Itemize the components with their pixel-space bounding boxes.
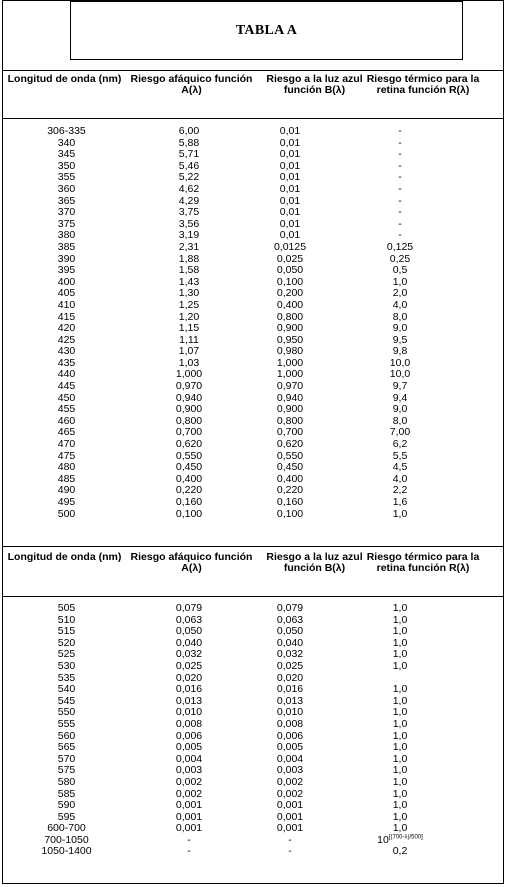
cell-wavelength: 340 [57, 136, 76, 149]
cell-aphakic: 3,75 [178, 206, 200, 219]
cell-wavelength: 400 [57, 275, 76, 288]
cell-thermal: 9,0 [392, 322, 408, 335]
cell-blue: 0,003 [276, 764, 304, 777]
cell-thermal: 1,0 [392, 625, 408, 638]
cell-wavelength: 475 [57, 449, 76, 462]
cell-aphakic: 1,88 [178, 252, 200, 265]
cell-blue: 0,200 [276, 287, 304, 300]
cell-thermal: 1,0 [392, 787, 408, 800]
table-row [2, 265, 504, 277]
cell-blue: 0,025 [276, 252, 304, 265]
cell-blue: 0,001 [276, 822, 304, 835]
cell-aphakic: 0,016 [175, 683, 203, 696]
cell-wavelength: 390 [57, 252, 76, 265]
cell-aphakic: 0,003 [175, 764, 203, 777]
cell-blue: 0,220 [276, 484, 304, 497]
cell-wavelength: 455 [57, 403, 76, 416]
cell-wavelength: 515 [57, 625, 76, 638]
table-row [2, 497, 504, 509]
cell-thermal: 4,0 [392, 472, 408, 485]
table-row [2, 404, 504, 416]
divider [2, 596, 504, 597]
table-row [2, 126, 504, 138]
table-row [2, 312, 504, 324]
cell-thermal: 6,2 [392, 438, 408, 451]
cell-thermal: 2,2 [392, 484, 408, 497]
cell-blue: 0,001 [276, 810, 304, 823]
cell-aphakic: 4,29 [178, 194, 200, 207]
table-row [2, 615, 504, 627]
cell-thermal: 8,0 [392, 310, 408, 323]
cell-blue: 0,01 [279, 217, 301, 230]
table-title-text: TABLA A [235, 22, 298, 38]
cell-wavelength: 510 [57, 613, 76, 626]
cell-wavelength: 550 [57, 706, 76, 719]
cell-thermal: 7,00 [389, 426, 411, 439]
cell-aphakic: 0,160 [175, 496, 203, 508]
cell-wavelength: 360 [57, 182, 76, 195]
cell-wavelength: 350 [57, 159, 76, 172]
cell-aphakic: 1,07 [178, 345, 200, 358]
table-row [2, 138, 504, 150]
cell-thermal: 0,2 [392, 845, 408, 858]
cell-wavelength: 355 [57, 171, 76, 184]
header-wavelength: Longitud de onda (nm) [7, 551, 122, 563]
cell-aphakic: 6,00 [178, 125, 200, 137]
cell-thermal: 9,8 [392, 345, 408, 358]
cell-aphakic: 1,20 [178, 310, 200, 323]
table-row [2, 416, 504, 428]
cell-aphakic: 1,03 [178, 356, 200, 369]
cell-blue: 0,050 [276, 625, 304, 638]
table-row [2, 242, 504, 254]
cell-wavelength: 395 [57, 264, 76, 277]
cell-aphakic: 0,001 [175, 822, 203, 835]
table-row [2, 846, 504, 858]
table-row [2, 358, 504, 370]
divider [2, 546, 504, 547]
table-row [2, 196, 504, 208]
cell-blue: 0,01 [279, 148, 301, 161]
cell-wavelength: 700-1050 [44, 833, 89, 846]
cell-blue: 0,01 [279, 229, 301, 242]
cell-aphakic: 1,15 [178, 322, 200, 335]
cell-blue: - [288, 845, 292, 858]
cell-aphakic: 1,30 [178, 287, 200, 300]
table-row [2, 230, 504, 242]
cell-wavelength: 540 [57, 683, 76, 696]
cell-wavelength: 440 [57, 368, 76, 381]
cell-blue: 0,01 [279, 171, 301, 184]
cell-aphakic: 0,800 [175, 414, 203, 427]
cell-blue: 0,620 [276, 438, 304, 451]
cell-wavelength: 565 [57, 741, 76, 754]
table-row [2, 277, 504, 289]
cell-thermal: - [398, 159, 402, 172]
cell-aphakic: 5,46 [178, 159, 200, 172]
exponent-base: 10 [377, 833, 389, 846]
cell-aphakic: - [187, 845, 191, 858]
cell-thermal: 9,4 [392, 391, 408, 404]
cell-aphakic: 0,006 [175, 729, 203, 742]
cell-thermal: - [398, 136, 402, 149]
table-row [2, 254, 504, 266]
cell-blue: 0,016 [276, 683, 304, 696]
cell-blue: 0,01 [279, 159, 301, 172]
header-aphakic: Riesgo afáquico función A(λ) [130, 551, 253, 574]
cell-blue: 0,006 [276, 729, 304, 742]
cell-blue: 0,900 [276, 322, 304, 335]
cell-blue: 0,040 [276, 636, 304, 649]
cell-aphakic: 1,000 [175, 368, 203, 381]
table-row [2, 777, 504, 789]
cell-aphakic: 0,100 [175, 507, 203, 520]
cell-blue: 0,900 [276, 403, 304, 416]
cell-blue: 0,002 [276, 787, 304, 800]
cell-blue: 0,0125 [273, 240, 307, 253]
cell-blue: 0,01 [279, 194, 301, 207]
cell-wavelength: 420 [57, 322, 76, 335]
cell-aphakic: 0,005 [175, 741, 203, 754]
table-row [2, 485, 504, 497]
cell-aphakic: 0,970 [175, 380, 203, 393]
cell-aphakic: 1,25 [178, 298, 200, 311]
cell-wavelength: 560 [57, 729, 76, 742]
cell-wavelength: 470 [57, 438, 76, 451]
table-row [2, 649, 504, 661]
cell-wavelength: 580 [57, 775, 76, 788]
cell-thermal: - [398, 148, 402, 161]
cell-wavelength: 495 [57, 496, 76, 508]
table-row [2, 161, 504, 173]
header-blue: Riesgo a la luz azul función B(λ) [266, 551, 363, 574]
cell-thermal: 1,0 [392, 741, 408, 754]
table-row [2, 696, 504, 708]
cell-blue: 0,01 [279, 136, 301, 149]
cell-wavelength: 380 [57, 229, 76, 242]
cell-blue: 0,020 [276, 671, 304, 684]
table-row [2, 765, 504, 777]
cell-aphakic: 0,079 [175, 602, 203, 614]
cell-aphakic: 0,050 [175, 625, 203, 638]
cell-wavelength: 450 [57, 391, 76, 404]
table-title [70, 1, 463, 60]
cell-wavelength: 500 [57, 507, 76, 520]
cell-aphakic: 0,004 [175, 752, 203, 765]
cell-aphakic: 0,001 [175, 799, 203, 812]
cell-wavelength: 405 [57, 287, 76, 300]
header-blue: Riesgo a la luz azul función B(λ) [266, 73, 363, 96]
cell-wavelength: 415 [57, 310, 76, 323]
table-row [2, 300, 504, 312]
header-thermal: Riesgo térmico para la retina función R(λ) [366, 551, 480, 574]
cell-thermal: - [398, 182, 402, 195]
table-row [2, 323, 504, 335]
cell-aphakic: 0,063 [175, 613, 203, 626]
cell-blue: - [288, 833, 292, 846]
cell-blue: 0,800 [276, 414, 304, 427]
cell-thermal: 0,25 [389, 252, 411, 265]
cell-thermal: 1,0 [392, 799, 408, 812]
cell-thermal: 1,0 [392, 706, 408, 719]
table-row [2, 673, 504, 685]
cell-wavelength: 365 [57, 194, 76, 207]
cell-wavelength: 545 [57, 694, 76, 707]
cell-blue: 0,400 [276, 298, 304, 311]
cell-aphakic: 0,450 [175, 461, 203, 474]
cell-wavelength: 535 [57, 671, 76, 684]
cell-thermal: 1,0 [392, 822, 408, 835]
cell-wavelength: 1050-1400 [41, 845, 92, 858]
cell-blue: 0,002 [276, 775, 304, 788]
cell-wavelength: 595 [57, 810, 76, 823]
cell-aphakic: 3,19 [178, 229, 200, 242]
cell-blue: 0,01 [279, 206, 301, 219]
cell-thermal: 10,0 [389, 356, 411, 369]
cell-blue: 0,013 [276, 694, 304, 707]
table-row [2, 754, 504, 766]
cell-blue: 0,008 [276, 717, 304, 730]
cell-thermal: 0,5 [392, 264, 408, 277]
cell-thermal: - [398, 125, 402, 137]
table-row [2, 626, 504, 638]
cell-wavelength: 575 [57, 764, 76, 777]
cell-thermal: - [398, 171, 402, 184]
table-row [2, 684, 504, 696]
cell-thermal: 1,0 [392, 602, 408, 614]
cell-blue: 0,032 [276, 648, 304, 661]
table-row [2, 638, 504, 650]
column-header-row [2, 74, 504, 120]
header-wavelength: Longitud de onda (nm) [7, 73, 122, 85]
cell-wavelength: 370 [57, 206, 76, 219]
cell-blue: 0,800 [276, 310, 304, 323]
cell-aphakic: 1,43 [178, 275, 200, 288]
cell-thermal: 0,125 [386, 240, 414, 253]
cell-blue: 0,079 [276, 602, 304, 614]
cell-blue: 0,063 [276, 613, 304, 626]
table-row [2, 603, 504, 615]
cell-thermal: 1,0 [392, 683, 408, 696]
cell-aphakic: 5,22 [178, 171, 200, 184]
cell-aphakic: 0,025 [175, 659, 203, 672]
cell-thermal: 1,0 [392, 613, 408, 626]
cell-blue: 0,01 [279, 125, 301, 137]
cell-thermal: 1,0 [392, 648, 408, 661]
table-row [2, 149, 504, 161]
table-row [2, 381, 504, 393]
cell-wavelength: 375 [57, 217, 76, 230]
cell-thermal: 9,5 [392, 333, 408, 346]
cell-aphakic: 0,008 [175, 717, 203, 730]
table-row [2, 800, 504, 812]
cell-aphakic: 0,001 [175, 810, 203, 823]
cell-wavelength: 525 [57, 648, 76, 661]
column-header-row [2, 552, 504, 598]
cell-aphakic: 4,62 [178, 182, 200, 195]
cell-aphakic: 0,002 [175, 787, 203, 800]
cell-thermal: 8,0 [392, 414, 408, 427]
table-body-1 [2, 126, 504, 520]
cell-blue: 0,970 [276, 380, 304, 393]
cell-thermal: 1,0 [392, 775, 408, 788]
cell-thermal: 1,0 [392, 507, 408, 520]
cell-aphakic: 0,220 [175, 484, 203, 497]
cell-wavelength: 490 [57, 484, 76, 497]
cell-blue: 0,980 [276, 345, 304, 358]
cell-wavelength: 555 [57, 717, 76, 730]
table-row [2, 427, 504, 439]
cell-thermal: - [398, 217, 402, 230]
exponent-power: [(700-λ)/500] [388, 834, 423, 841]
cell-aphakic: 5,88 [178, 136, 200, 149]
cell-blue: 0,940 [276, 391, 304, 404]
cell-blue: 0,004 [276, 752, 304, 765]
table-row [2, 731, 504, 743]
cell-wavelength: 410 [57, 298, 76, 311]
table-row [2, 439, 504, 451]
cell-blue: 0,010 [276, 706, 304, 719]
cell-thermal: - [398, 206, 402, 219]
cell-aphakic: 5,71 [178, 148, 200, 161]
table-row [2, 335, 504, 347]
cell-blue: 1,000 [276, 356, 304, 369]
table-row [2, 719, 504, 731]
cell-blue: 0,450 [276, 461, 304, 474]
cell-blue: 0,050 [276, 264, 304, 277]
cell-wavelength: 600-700 [47, 822, 86, 835]
cell-wavelength: 590 [57, 799, 76, 812]
cell-aphakic: 0,010 [175, 706, 203, 719]
cell-wavelength: 460 [57, 414, 76, 427]
cell-wavelength: 585 [57, 787, 76, 800]
header-thermal: Riesgo térmico para la retina función R(λ) [366, 73, 480, 96]
cell-aphakic: 0,020 [175, 671, 203, 684]
cell-thermal: 1,0 [392, 764, 408, 777]
cell-blue: 1,000 [276, 368, 304, 381]
cell-blue: 0,001 [276, 799, 304, 812]
cell-aphakic: 1,58 [178, 264, 200, 277]
cell-thermal: 9,0 [392, 403, 408, 416]
divider [2, 118, 504, 119]
table-row [2, 288, 504, 300]
cell-wavelength: 345 [57, 148, 76, 161]
cell-wavelength: 430 [57, 345, 76, 358]
cell-aphakic: 3,56 [178, 217, 200, 230]
cell-aphakic: 0,900 [175, 403, 203, 416]
table-row [2, 661, 504, 673]
cell-wavelength: 520 [57, 636, 76, 649]
cell-thermal: 1,0 [392, 729, 408, 742]
cell-aphakic: 2,31 [178, 240, 200, 253]
cell-thermal: 10,0 [389, 368, 411, 381]
table-row [2, 509, 504, 521]
cell-aphakic: 0,032 [175, 648, 203, 661]
cell-thermal: 9,7 [392, 380, 408, 393]
cell-aphakic: 0,550 [175, 449, 203, 462]
cell-thermal: 1,0 [392, 717, 408, 730]
cell-blue: 0,100 [276, 507, 304, 520]
cell-thermal: 5,5 [392, 449, 408, 462]
table-row [2, 707, 504, 719]
table-row [2, 451, 504, 463]
cell-thermal: - [398, 194, 402, 207]
table-row [2, 742, 504, 754]
cell-aphakic: 1,11 [179, 333, 199, 346]
cell-wavelength: 385 [57, 240, 76, 253]
cell-thermal: 4,0 [392, 298, 408, 311]
cell-thermal: 1,0 [392, 659, 408, 672]
header-aphakic: Riesgo afáquico función A(λ) [130, 73, 253, 96]
table-row [2, 207, 504, 219]
cell-wavelength: 570 [57, 752, 76, 765]
cell-aphakic: 0,040 [175, 636, 203, 649]
table-row [2, 474, 504, 486]
cell-aphakic: 0,940 [175, 391, 203, 404]
table-row [2, 184, 504, 196]
table-row [2, 393, 504, 405]
cell-wavelength: 425 [57, 333, 76, 346]
cell-wavelength: 505 [57, 602, 76, 614]
cell-blue: 0,100 [276, 275, 304, 288]
cell-aphakic: 0,700 [175, 426, 203, 439]
table-row [2, 462, 504, 474]
cell-thermal: 1,0 [392, 636, 408, 649]
cell-blue: 0,550 [276, 449, 304, 462]
cell-wavelength: 465 [57, 426, 76, 439]
cell-thermal: 2,0 [392, 287, 408, 300]
table-row [2, 789, 504, 801]
cell-blue: 0,400 [276, 472, 304, 485]
cell-thermal: 1,0 [392, 810, 408, 823]
cell-thermal: 1,0 [392, 694, 408, 707]
cell-blue: 0,005 [276, 741, 304, 754]
cell-wavelength: 435 [57, 356, 76, 369]
cell-aphakic: - [187, 833, 191, 846]
cell-thermal: 1,6 [392, 496, 408, 508]
cell-thermal: 1,0 [392, 275, 408, 288]
cell-thermal: 4,5 [392, 461, 408, 474]
cell-wavelength: 445 [57, 380, 76, 393]
cell-wavelength: 530 [57, 659, 76, 672]
cell-blue: 0,700 [276, 426, 304, 439]
cell-aphakic: 0,400 [175, 472, 203, 485]
cell-wavelength: 306-335 [47, 125, 86, 137]
cell-blue: 0,01 [279, 182, 301, 195]
cell-aphakic: 0,002 [175, 775, 203, 788]
table-row [2, 346, 504, 358]
cell-thermal: 1,0 [392, 752, 408, 765]
divider [2, 70, 504, 71]
table-row [2, 369, 504, 381]
cell-thermal: - [398, 229, 402, 242]
cell-wavelength: 480 [57, 461, 76, 474]
cell-blue: 0,025 [276, 659, 304, 672]
table-row [2, 219, 504, 231]
cell-wavelength: 485 [57, 472, 76, 485]
cell-blue: 0,160 [276, 496, 304, 508]
cell-aphakic: 0,013 [175, 694, 203, 707]
cell-blue: 0,950 [276, 333, 304, 346]
cell-aphakic: 0,620 [175, 438, 203, 451]
table-row [2, 172, 504, 184]
table-body-2 [2, 603, 504, 858]
